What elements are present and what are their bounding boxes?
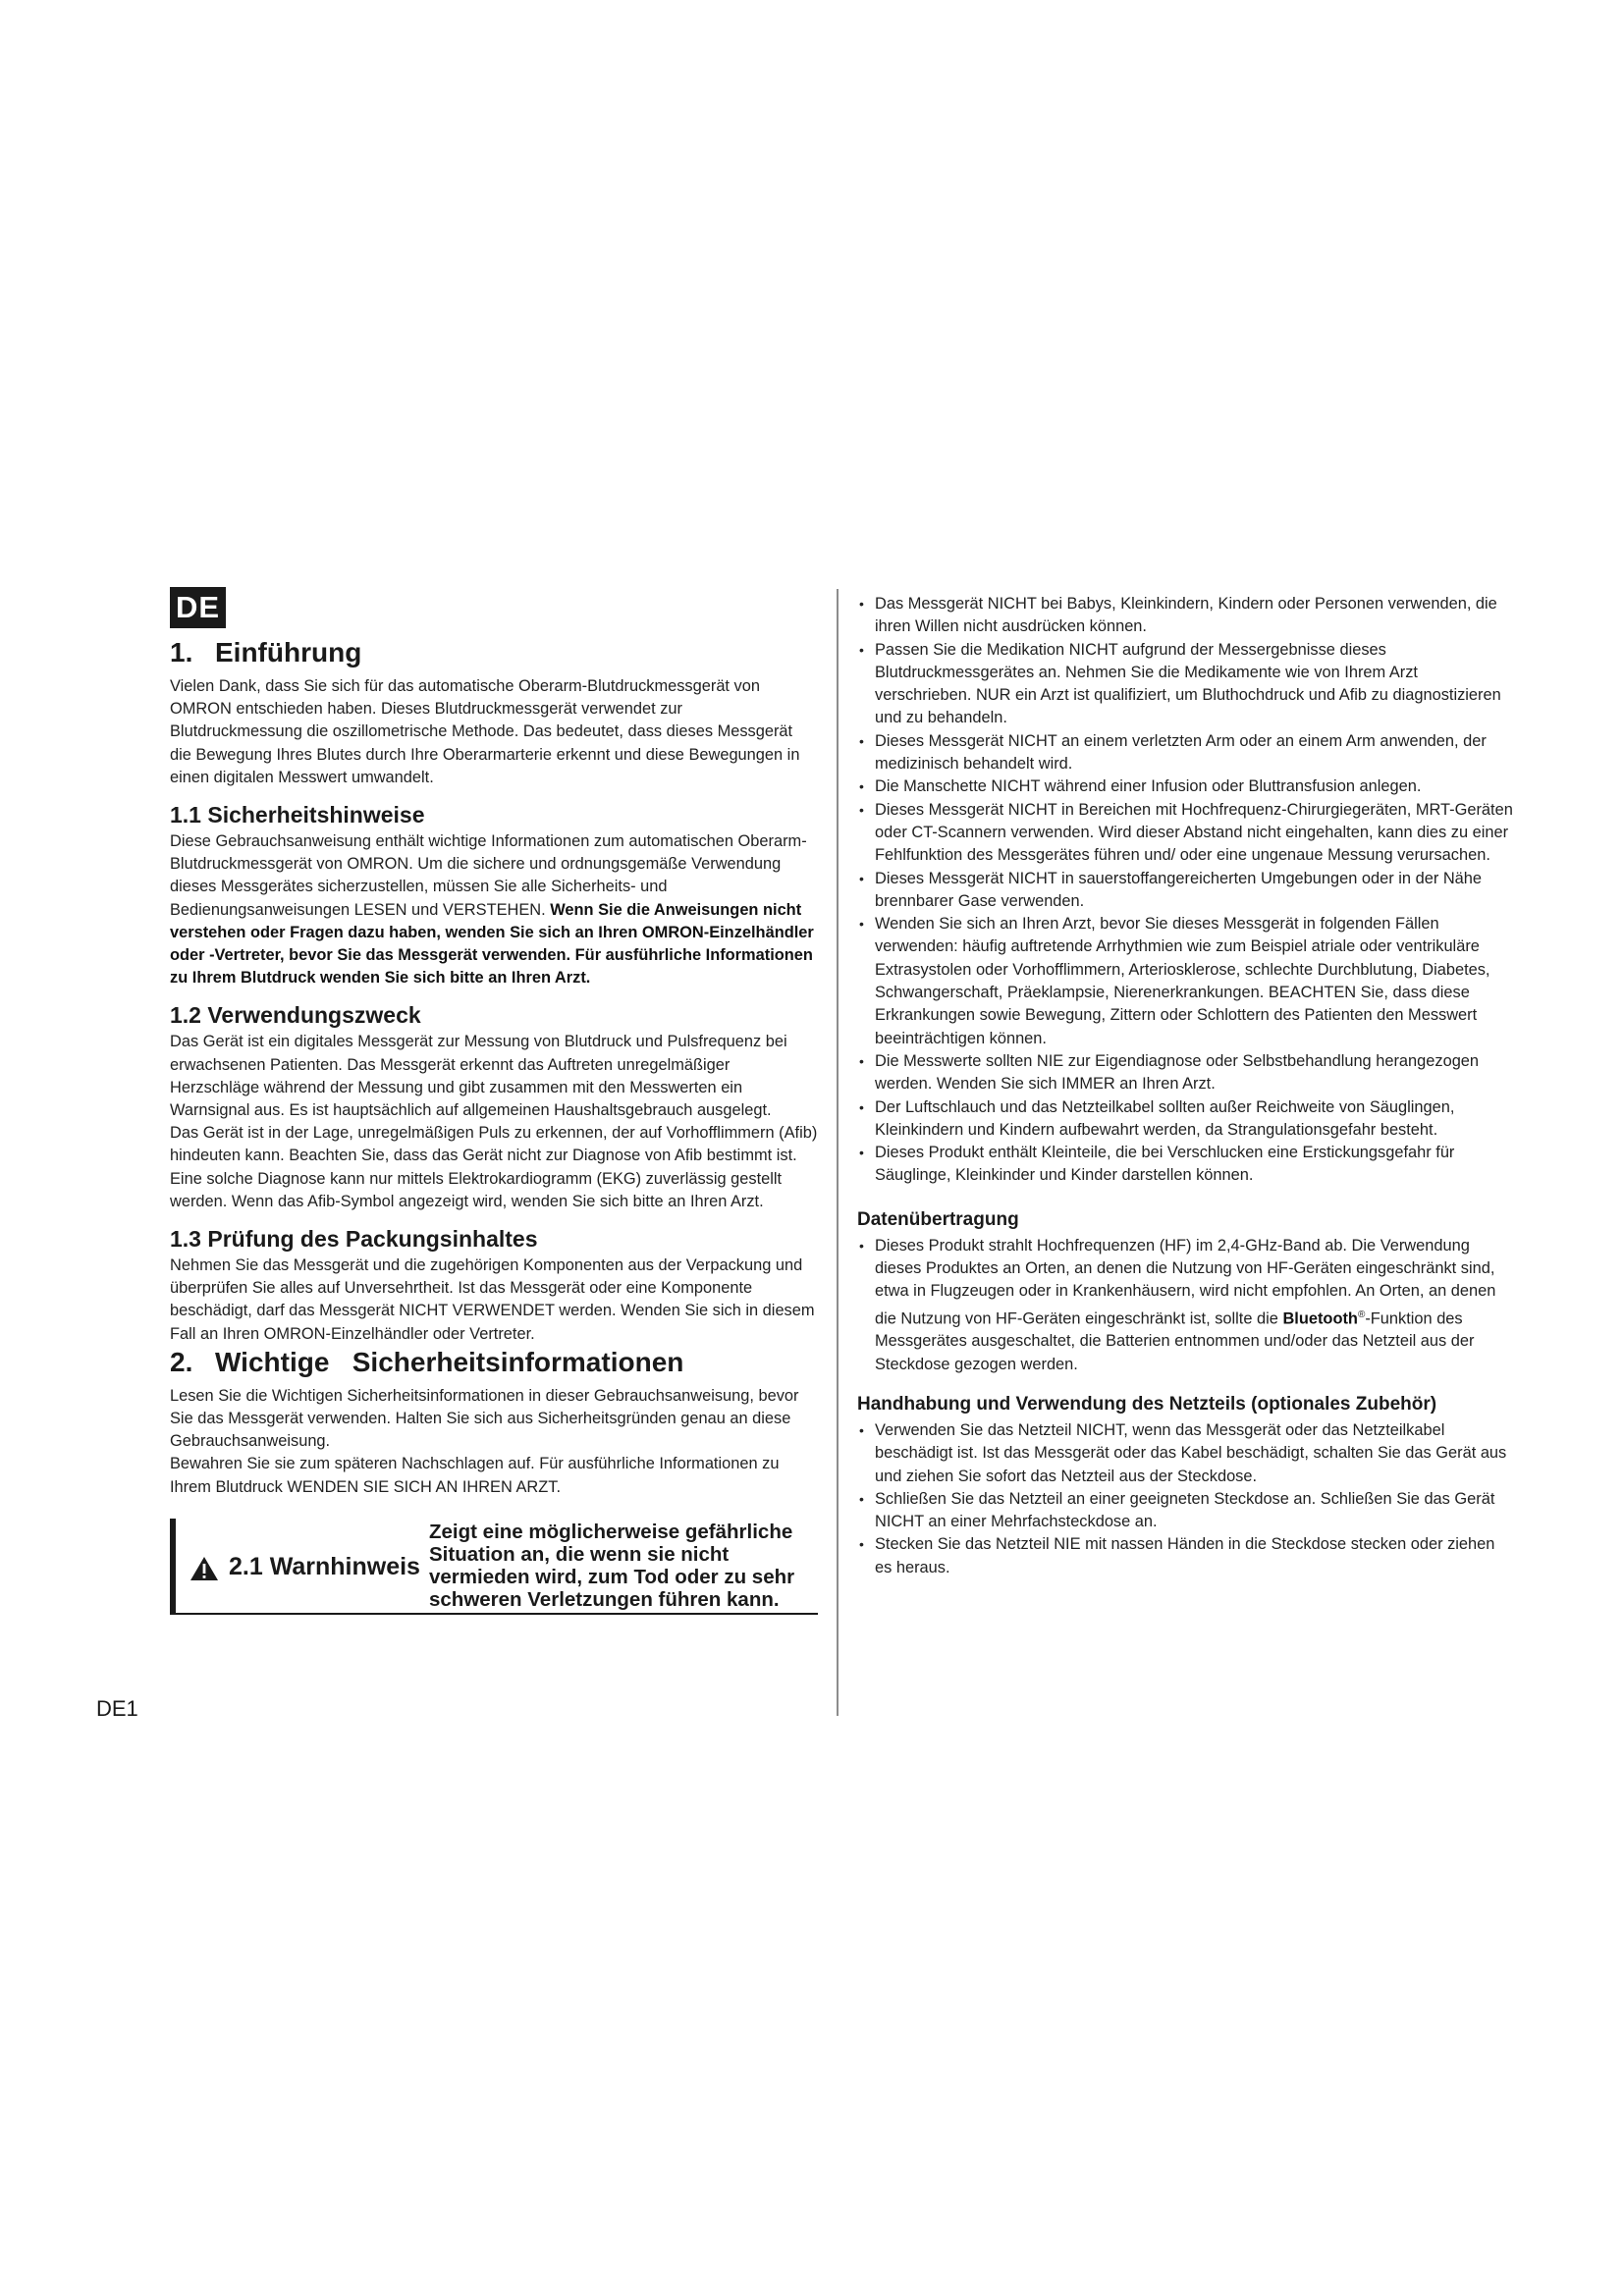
list-item: • Dieses Messgerät NICHT an einem verletzten Arm oder an einem Arm anwenden, der medizinisch behandelt wird. bbox=[857, 730, 1515, 776]
section-number: 1. bbox=[170, 637, 193, 667]
warning-list bbox=[857, 593, 1515, 1188]
section-1-3-heading: 1.3 Prüfung des Packungsinhaltes bbox=[170, 1226, 538, 1253]
list-item: • Schließen Sie das Netzteil an einer geeigneten Steckdose an. Schließen Sie das Gerät NICHT an einer Mehrfachsteckdose an. bbox=[857, 1488, 1515, 1534]
list-item: • Der Luftschlauch und das Netzteilkabel sollten außer Reichweite von Säuglingen, Kleinkindern und Kindern aufbewahrt werden, da Strangulationsgefahr besteht. bbox=[857, 1096, 1515, 1143]
language-badge: DE bbox=[170, 587, 226, 628]
bluetooth-term: Bluetooth bbox=[1282, 1309, 1358, 1328]
intro-paragraph: Vielen Dank, dass Sie sich für das automatische Oberarm-Blutdruckmessgerät von OMRON entschieden haben. Dieses Blutdruckmessgerät verwendet zur Blutdruckmessung die oszillometrische Methode. Das bedeutet, dass dieses Messgerät die Bewegung Ihres Blutes durch Ihre Oberarmarterie erkennt und diese Bewegungen in einen digitalen Messwert umwandelt. bbox=[170, 677, 800, 786]
safety-notes-paragraph bbox=[170, 830, 818, 989]
intended-use-paragraph-2: Das Gerät ist in der Lage, unregelmäßigen Puls zu erkennen, der auf Vorhofflimmern (Afib) hindeuten kann. Beachten Sie, dass das Gerät nicht zur Diagnose von Afib bestimmt ist. Eine solche Diagnose kann nur mittels Elektrokardiogramm (EKG) zuverlässig gestellt werden. Wenn das Afib-Symbol angezeigt wird, wenden Sie sich bitte an Ihren Arzt. bbox=[170, 1124, 818, 1210]
warning-label: 2.1 Warnhinweis bbox=[229, 1552, 420, 1580]
adapter-heading: Handhabung und Verwendung des Netzteils (optionales Zubehör) bbox=[857, 1393, 1437, 1415]
list-item: • Stecken Sie das Netzteil NIE mit nassen Händen in die Steckdose stecken oder ziehen es heraus. bbox=[857, 1533, 1515, 1579]
list-item: • Dieses Messgerät NICHT in Bereichen mit Hochfrequenz-Chirurgiegeräten, MRT-Geräten oder CT-Scannern verwenden. Wird dieser Abstand nicht eingehalten, kann dies zu einer Fehlfunktion des Messgerätes führen und/ oder eine ungenaue Messung verursachen. bbox=[857, 799, 1515, 868]
list-item: • Das Messgerät NICHT bei Babys, Kleinkindern, Kindern oder Personen verwenden, die ihren Willen nicht ausdrücken können. bbox=[857, 593, 1515, 639]
right-column bbox=[857, 593, 1515, 1579]
safety-info-paragraph-2: Bewahren Sie sie zum späteren Nachschlagen auf. Für ausführliche Informationen zu Ihrem Blutdruck WENDEN SIE SICH AN IHREN ARZT. bbox=[170, 1455, 780, 1496]
warning-triangle-icon bbox=[189, 1556, 219, 1581]
adapter-list bbox=[857, 1419, 1515, 1579]
intended-use-paragraph-1: Das Gerät ist ein digitales Messgerät zur Messung von Blutdruck und Pulsfrequenz bei erwachsenen Patienten. Das Messgerät erkennt das Auftreten unregelmäßiger Herzschläge während der Messung und gibt zusammen mit den Messwerten ein Warnsignal aus. Es ist hauptsächlich auf allgemeinen Haushaltsgebrauch ausgelegt. bbox=[170, 1033, 787, 1120]
left-column bbox=[170, 636, 818, 1615]
data-transfer-text-start: Dieses Produkt strahlt Hochfrequenzen (HF) im 2,4-GHz-Band ab. Die Verwendung dieses Produktes an Orten, an denen die Nutzung von HF-Geräten eingeschränkt sind, etwa in Flugzeugen oder in Krankenhäusern, wird nicht empfohlen. An Orten, an denen die Nutzung von HF-Geräten eingeschränkt ist, sollte die bbox=[875, 1236, 1496, 1328]
warning-box bbox=[170, 1519, 818, 1615]
column-divider bbox=[837, 589, 839, 1716]
page-number: DE1 bbox=[96, 1696, 138, 1721]
data-transfer-text-end: -Funktion des Messgerätes ausgeschaltet, die Batterien entnommen und/oder das Netzteil aus der Steckdose gezogen werden. bbox=[875, 1309, 1475, 1373]
package-check-paragraph: Nehmen Sie das Messgerät und die zugehörigen Komponenten aus der Verpackung und überprüfen Sie alles auf Unversehrtheit. Ist das Messgerät oder eine Komponente beschädigt, darf das Messgerät NICHT VERWENDET werden. Wenden Sie sich in diesem Fall an Ihren OMRON-Einzelhändler oder Vertreter. bbox=[170, 1256, 815, 1343]
list-item: • Verwenden Sie das Netzteil NICHT, wenn das Messgerät oder das Netzteilkabel beschädigt ist. Ist das Messgerät oder das Kabel beschädigt, schalten Sie das Gerät aus und ziehen Sie sofort das Netzteil aus der Steckdose. bbox=[857, 1419, 1515, 1488]
section-title: Einführung bbox=[215, 637, 362, 667]
section-1-heading bbox=[170, 636, 818, 669]
list-item: • Die Messwerte sollten NIE zur Eigendiagnose oder Selbstbehandlung herangezogen werden. Wenden Sie sich IMMER an Ihren Arzt. bbox=[857, 1050, 1515, 1096]
data-transfer-heading: Datenübertragung bbox=[857, 1208, 1019, 1230]
list-item: • Wenden Sie sich an Ihren Arzt, bevor Sie dieses Messgerät in folgenden Fällen verwenden: häufig auftretende Arrhythmien wie zum Beispiel atriale oder ventrikuläre Extrasystolen oder Vorhofflimmern, Arteriosklerose, schlechte Durchblutung, Diabetes, Schwangerschaft, Präeklampsie, Nierenerkrankungen. BEACHTEN Sie, dass diese Erkrankungen sowie Bewegung, Zittern oder Schlottern des Patienten den Messwert beeinträchtigen können. bbox=[857, 913, 1515, 1050]
warning-description: Zeigt eine möglicherweise gefährliche Situation an, die wenn sie nicht vermieden wird, zum Tod oder zu sehr schweren Verletzungen führen kann. bbox=[429, 1520, 795, 1611]
section-title: Wichtige Sicherheitsinformationen bbox=[215, 1346, 684, 1377]
list-item: • Passen Sie die Medikation NICHT aufgrund der Messergebnisse dieses Blutdruckmessgerätes an. Nehmen Sie die Medikamente wie von Ihrem Arzt verschrieben. NUR ein Arzt ist qualifiziert, um Bluthochdruck und Afib zu diagnostizieren und zu behandeln. bbox=[857, 639, 1515, 730]
section-1-2-heading: 1.2 Verwendungszweck bbox=[170, 1002, 421, 1029]
safety-notes-bold-text: Wenn Sie die Anweisungen nicht verstehen oder Fragen dazu haben, wenden Sie sich an Ihren OMRON-Einzelhändler oder -Vertreter, bevor Sie das Messgerät verwenden. Für ausführliche Informationen zu Ihrem Blutdruck wenden Sie sich bitte an Ihren Arzt. bbox=[170, 900, 814, 988]
section-2-heading bbox=[170, 1346, 818, 1379]
section-number: 2. bbox=[170, 1346, 193, 1377]
safety-info-paragraph-1: Lesen Sie die Wichtigen Sicherheitsinformationen in dieser Gebrauchsanweisung, bevor Sie das Messgerät verwenden. Halten Sie sich aus Sicherheitsgründen genau an diese Gebrauchsanweisung. bbox=[170, 1386, 799, 1451]
data-transfer-list bbox=[857, 1235, 1515, 1376]
list-item: • Dieses Produkt enthält Kleinteile, die bei Verschlucken eine Erstickungsgefahr für Säuglinge, Kleinkinder und Kinder darstellen können. bbox=[857, 1142, 1515, 1188]
list-item: • Die Manschette NICHT während einer Infusion oder Bluttransfusion anlegen. bbox=[857, 775, 1515, 798]
list-item: • Dieses Messgerät NICHT in sauerstoffangereicherten Umgebungen oder in der Nähe brennbarer Gase verwenden. bbox=[857, 868, 1515, 914]
safety-notes-text: Diese Gebrauchsanweisung enthält wichtige Informationen zum automatischen Oberarm-Blutdruckmessgerät von OMRON. Um die sichere und ordnungsgemäße Verwendung dieses Messgerätes sicherzustellen, müssen Sie alle Sicherheits- und Bedienungsanweisungen LESEN und VERSTEHEN. bbox=[170, 832, 807, 919]
registered-mark: ® bbox=[1357, 1308, 1366, 1320]
list-item bbox=[857, 1235, 1515, 1376]
section-1-1-heading: 1.1 Sicherheitshinweise bbox=[170, 802, 425, 828]
